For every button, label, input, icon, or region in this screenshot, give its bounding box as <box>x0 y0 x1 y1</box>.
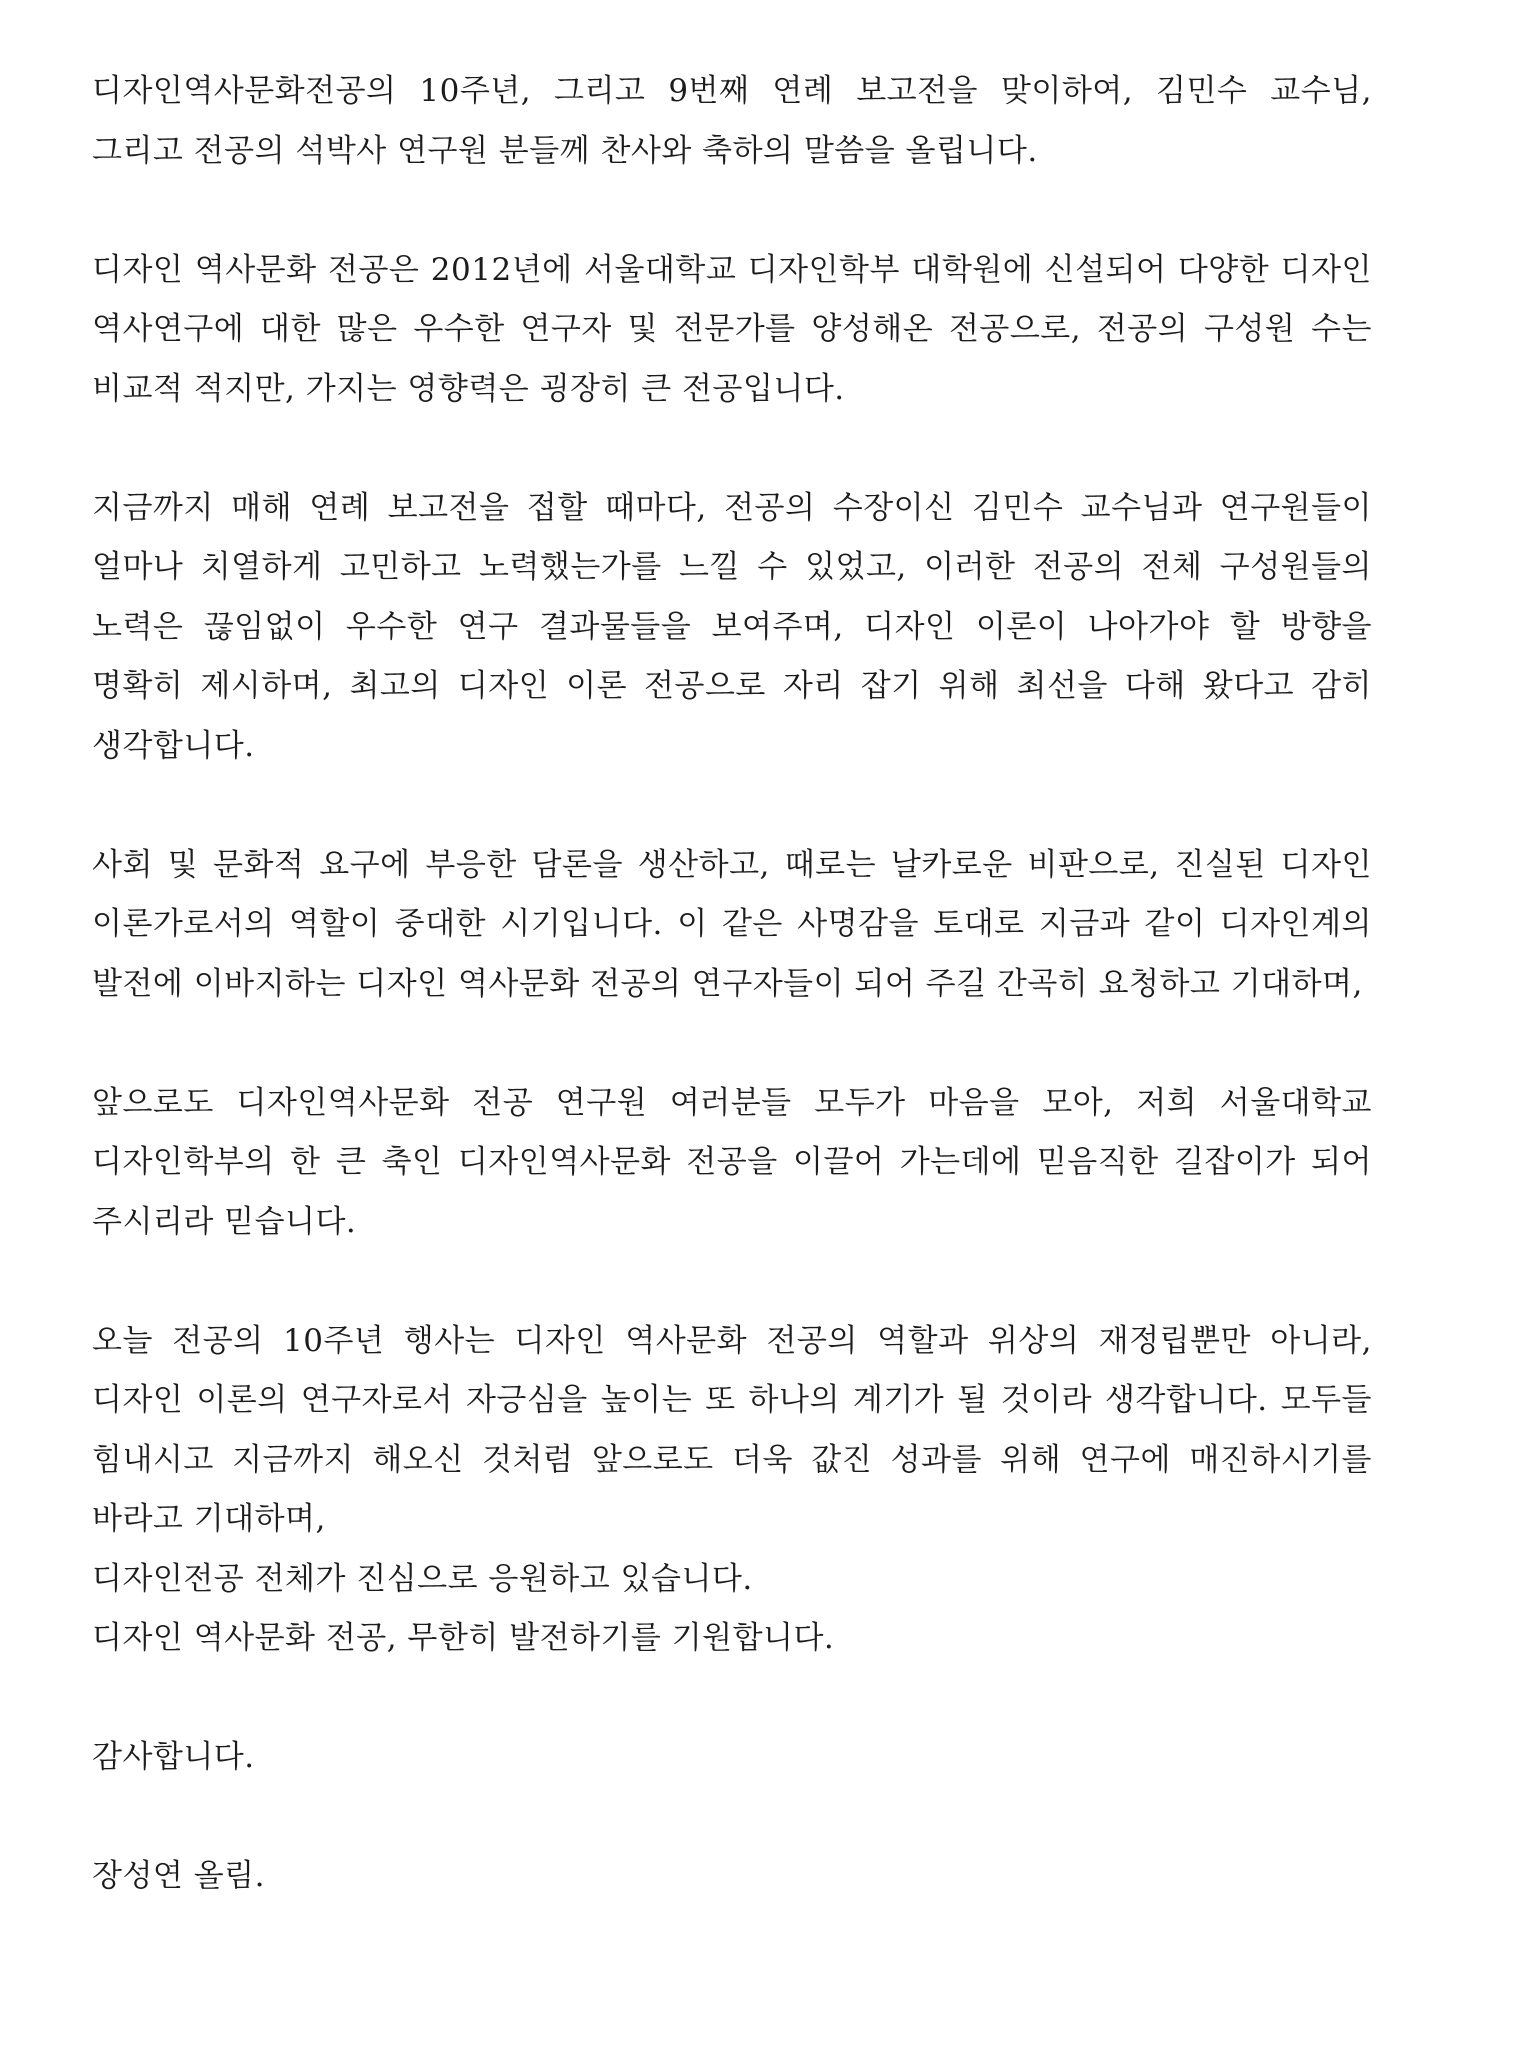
spacer <box>92 1669 1372 1729</box>
paragraph-role-of-theorists: 사회 및 문화적 요구에 부응한 담론을 생산하고, 때로는 날카로운 비판으로, 진실된 디자인 이론가로서의 역할이 중대한 시기입니다. 이 같은 사명감을 토대로 지금과 같이 디자인계의 발전에 이바지하는 디자인 역사문화 전공의 연구자들이 되어 주길 간곡히 요청하고 기대하며, <box>92 846 1372 1002</box>
spacer <box>92 1788 1372 1848</box>
thanks-line: 감사합니다. <box>92 1739 255 1775</box>
paragraph-future-guidance: 앞으로도 디자인역사문화 전공 연구원 여러분들 모두가 마음을 모아, 저희 서울대학교 디자인학부의 한 큰 축인 디자인역사문화 전공을 이끌어 가는데에 믿음직한 길잡이가 되어 주시리라 믿습니다. <box>92 1084 1372 1240</box>
paragraph-anniversary-congratulations: 디자인역사문화전공의 10주년, 그리고 9번째 연례 보고전을 맞이하여, 김민수 교수님, 그리고 전공의 석박사 연구원 분들께 찬사와 축하의 말씀을 올립니다. <box>92 73 1372 169</box>
closing-line-support: 디자인전공 전체가 진심으로 응원하고 있습니다. <box>92 1560 753 1597</box>
paragraph-tenth-anniversary-event: 오늘 전공의 10주년 행사는 디자인 역사문화 전공의 역할과 위상의 재정립뿐만 아니라, 디자인 이론의 연구자로서 자긍심을 높이는 또 하나의 계기가 될 것이라 생각합니다. 모두들 힘내시고 지금까지 해오신 것처럼 앞으로도 더욱 값진 성과를 위해 연구에 매진하시기를 바라고 기대하며, <box>92 1322 1372 1537</box>
paragraph-major-introduction: 디자인 역사문화 전공은 2012년에 서울대학교 디자인학부 대학원에 신설되어 다양한 디자인 역사연구에 대한 많은 우수한 연구자 및 전문가를 양성해온 전공으로, 전공의 구성원 수는 비교적 적지만, 가지는 영향력은 굉장히 큰 전공입니다. <box>92 251 1372 407</box>
signature: 장성연 올림. <box>92 1858 265 1894</box>
letter-body <box>92 62 1372 1907</box>
closing-line-wishes: 디자인 역사문화 전공, 무한히 발전하기를 기원합니다. <box>92 1620 835 1656</box>
paragraph-annual-exhibitions: 지금까지 매해 연례 보고전을 접할 때마다, 전공의 수장이신 김민수 교수님과 연구원들이 얼마나 치열하게 고민하고 노력했는가를 느낄 수 있었고, 이러한 전공의 전체 구성원들의 노력은 끊임없이 우수한 연구 결과물들을 보여주며, 디자인 이론이 나아가야 할 방향을 명확히 제시하며, 최고의 디자인 이론 전공으로 자리 잡기 위해 최선을 다해 왔다고 감히 생각합니다. <box>92 489 1372 764</box>
